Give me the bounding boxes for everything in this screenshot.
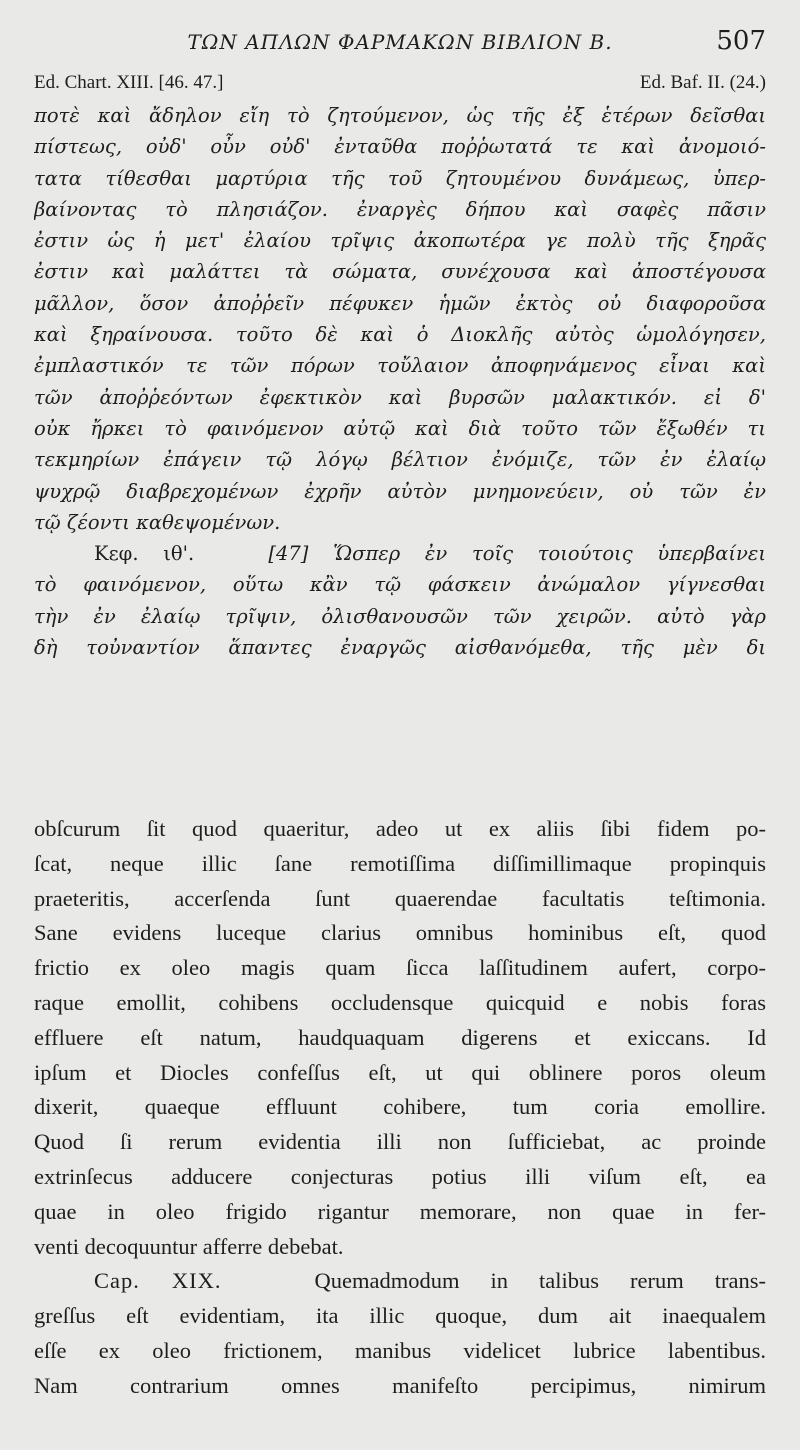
latin-line: eſſe ex oleo frictionem, manibus videlicet lubrice labentibus.	[34, 1337, 766, 1363]
greek-line: τὴν ἐν ἐλαίῳ τρῖψιν, ὀλισθανουσῶν τῶν χειρῶν. αὐτὸ γὰρ	[34, 604, 766, 628]
greek-line: τῶν ἀποῤῥεόντων ἐφεκτικὸν καὶ βυρσῶν μαλακτικόν. εἰ δ'	[34, 385, 766, 409]
greek-line: ψυχρῷ διαβρεχομένων ἐχρῆν αὐτὸν μνημονεύειν, οὐ τῶν ἐν	[34, 479, 766, 503]
latin-line: ſcat, neque illic ſane remotiſſima diſſimillimaque propinquis	[34, 850, 766, 876]
greek-line: δὴ τοὐναντίον ἅπαντες ἐναργῶς αἰσθανόμεθα, τῆς μὲν δι	[34, 636, 766, 660]
greek-line: τεκμηρίων ἐπάγειν τῷ λόγῳ βέλτιον ἐνόμιζε, τῶν ἐν ἐλαίῳ	[34, 448, 766, 472]
greek-line: τῷ ζέοντι καθεψομένων.	[34, 510, 281, 534]
greek-line: τὸ φαινόμενον, οὕτω κἂν τῷ φάσκειν ἀνώμαλον γίγνεσθαι	[34, 573, 766, 597]
latin-line: Quod ſi rerum evidentia illi non ſufficiebat, ac proinde	[34, 1129, 766, 1155]
latin-line: venti decoquuntur afferre debebat.	[34, 1233, 344, 1259]
latin-line: Nam contrarium omnes manifeſto percipimus, nimirum	[34, 1372, 766, 1398]
greek-chapter-first-line	[34, 538, 766, 569]
latin-line: greſſus eſt evidentiam, ita illic quoque, dum ait inaequalem	[34, 1303, 766, 1329]
latin-line: Sane evidens luceque clarius omnibus hominibus eſt, quod	[34, 920, 766, 946]
greek-line: ἐστιν ὡς ἡ μετ' ἐλαίου τρῖψις ἀκοπωτέρα γε πολὺ τῆς ξηρᾶς	[34, 229, 766, 253]
latin-line: ipſum et Diocles confeſſus eſt, ut qui oblinere poros oleum	[34, 1059, 766, 1085]
latin-line: raque emollit, cohibens occludensque quicquid e nobis foras	[34, 989, 766, 1015]
page-number: 507	[716, 26, 766, 56]
latin-line: praeteritis, accerſenda ſunt quaerendae facultatis teſtimonia.	[34, 885, 766, 911]
greek-line: καὶ ξηραίνουσα. τοῦτο δὲ καὶ ὁ Διοκλῆς αὐτὸς ὡμολόγησεν,	[34, 323, 766, 347]
latin-text-block	[34, 812, 766, 1404]
latin-line: quae in oleo frigido rigantur memorare, non quae in fer-	[34, 1198, 766, 1224]
latin-line: Quemadmodum in talibus rerum trans-	[314, 1268, 766, 1294]
edition-chartier-reference: Ed. Chart. XIII. [46. 47.]	[34, 72, 224, 93]
edition-reference-line	[34, 72, 766, 98]
greek-text-block	[34, 100, 766, 663]
greek-line: πίστεως, οὐδ' οὖν οὐδ' ἐνταῦθα ποῤῥωτατά τε καὶ ἀνομοιό-	[34, 135, 766, 159]
running-title: ΤΩΝ ΑΠΛΩΝ ΦΑΡΜΑΚΩΝ ΒΙΒΛΙΟΝ Β.	[187, 30, 613, 54]
greek-line: ἐστιν καὶ μαλάττει τὰ σώματα, συνέχουσα καὶ ἀποστέγουσα	[34, 260, 766, 284]
latin-line: effluere eſt natum, haudquaquam digerens et exiccans. Id	[34, 1024, 766, 1050]
latin-chapter-label: Cap. XIX.	[94, 1268, 222, 1294]
greek-chapter-label: Κεφ. ιθ'.	[94, 542, 195, 566]
latin-line: extrinſecus adducere conjecturas potius illi viſum eſt, ea	[34, 1163, 766, 1189]
greek-line: ποτὲ καὶ ἄδηλον εἴη τὸ ζητούμενον, ὡς τῆς ἐξ ἑτέρων δεῖσθαι	[34, 104, 766, 127]
edition-basel-reference: Ed. Baf. II. (24.)	[639, 72, 766, 93]
greek-line: οὐκ ἤρκει τὸ φαινόμενον αὐτῷ καὶ διὰ τοῦτο τῶν ἔξωθέν τι	[34, 416, 766, 440]
latin-chapter-first-line	[34, 1264, 766, 1299]
greek-line: μᾶλλον, ὅσον ἀποῤῥεῖν πέφυκεν ἡμῶν ἐκτὸς οὐ διαφοροῦσα	[34, 291, 766, 315]
greek-line: [47] Ὥσπερ ἐν τοῖς τοιούτοις ὑπερβαίνει	[268, 542, 766, 566]
greek-line: βαίνοντας τὸ πλησιάζον. ἐναργὲς δήπου καὶ σαφὲς πᾶσιν	[34, 197, 766, 221]
latin-line: frictio ex oleo magis quam ſicca laſſitudinem aufert, corpo-	[34, 955, 766, 981]
latin-line: dixerit, quaeque effluunt cohibere, tum coria emollire.	[34, 1094, 766, 1120]
greek-line: τατα τίθεσθαι μαρτύρια τῆς τοῦ ζητουμένου δυνάμεως, ὑπερ-	[34, 166, 766, 190]
greek-line: ἐμπλαστικόν τε τῶν πόρων τοὔλαιον ἀποφηνάμενος εἶναι καὶ	[34, 354, 766, 378]
running-head	[34, 26, 766, 60]
latin-line: obſcurum ſit quod quaeritur, adeo ut ex aliis ſibi fidem po-	[34, 816, 766, 841]
